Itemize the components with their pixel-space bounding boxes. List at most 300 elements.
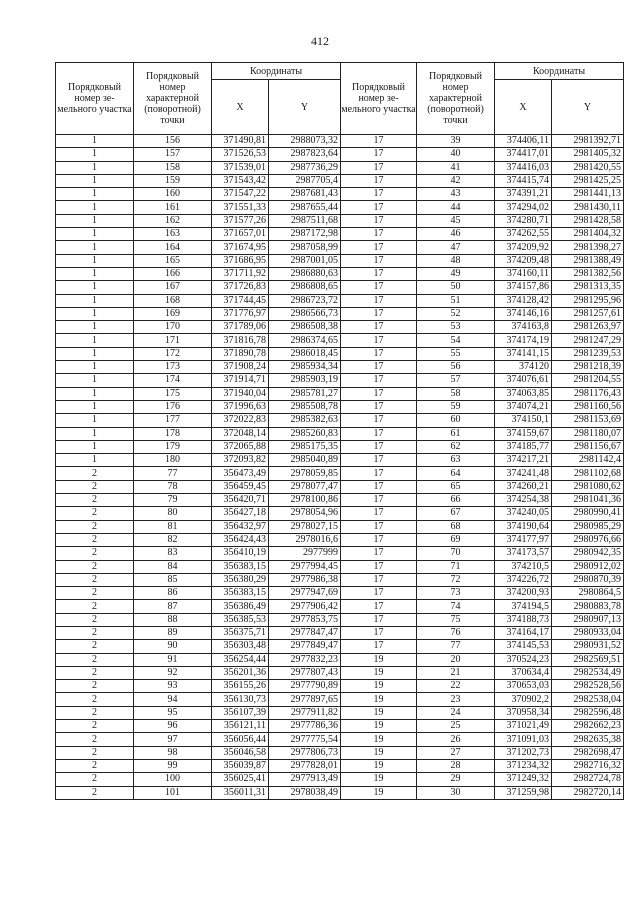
table-cell: 2977999 — [269, 547, 341, 560]
table-cell: 374120 — [495, 361, 552, 374]
table-cell: 371940,04 — [212, 387, 269, 400]
table-row — [56, 241, 624, 254]
table-cell: 95 — [134, 706, 212, 719]
table-cell: 2977786,36 — [269, 720, 341, 733]
table-cell: 1 — [56, 228, 134, 241]
table-cell: 17 — [341, 148, 417, 161]
table-cell: 2 — [56, 520, 134, 533]
table-cell: 2978077,47 — [269, 480, 341, 493]
table-cell: 374217,21 — [495, 454, 552, 467]
table-cell: 2986018,45 — [269, 347, 341, 360]
table-cell: 90 — [134, 640, 212, 653]
table-cell: 2 — [56, 720, 134, 733]
table-cell: 2 — [56, 613, 134, 626]
table-cell: 23 — [417, 693, 495, 706]
table-cell: 374209,92 — [495, 241, 552, 254]
table-row — [56, 693, 624, 706]
table-cell: 1 — [56, 347, 134, 360]
table-cell: 356383,15 — [212, 587, 269, 600]
table-cell: 2981102,68 — [552, 467, 624, 480]
table-cell: 17 — [341, 374, 417, 387]
table-cell: 356473,49 — [212, 467, 269, 480]
table-row — [56, 374, 624, 387]
table-cell: 86 — [134, 587, 212, 600]
table-row — [56, 400, 624, 413]
table-cell: 176 — [134, 400, 212, 413]
table-cell: 356039,87 — [212, 759, 269, 772]
table-cell: 356155,26 — [212, 680, 269, 693]
table-cell: 66 — [417, 494, 495, 507]
table-cell: 158 — [134, 161, 212, 174]
table-cell: 2981204,55 — [552, 374, 624, 387]
table-row — [56, 467, 624, 480]
table-cell: 17 — [341, 600, 417, 613]
table-cell: 2981441,13 — [552, 188, 624, 201]
table-cell: 2982534,49 — [552, 666, 624, 679]
page-number: 412 — [311, 34, 329, 48]
table-cell: 2 — [56, 733, 134, 746]
table-cell: 2977847,47 — [269, 626, 341, 639]
table-cell: 25 — [417, 720, 495, 733]
table-cell: 2982528,56 — [552, 680, 624, 693]
table-cell: 2981404,32 — [552, 228, 624, 241]
table-cell: 374146,16 — [495, 307, 552, 320]
table-cell: 356459,45 — [212, 480, 269, 493]
table-cell: 374128,42 — [495, 294, 552, 307]
table-cell: 17 — [341, 188, 417, 201]
table-cell: 2985903,19 — [269, 374, 341, 387]
table-cell: 17 — [341, 347, 417, 360]
table-cell: 1 — [56, 387, 134, 400]
table-cell: 100 — [134, 773, 212, 786]
table-cell: 2985040,89 — [269, 454, 341, 467]
table-row — [56, 135, 624, 148]
table-cell: 2 — [56, 467, 134, 480]
table-cell: 19 — [341, 733, 417, 746]
table-cell: 356121,11 — [212, 720, 269, 733]
table-cell: 64 — [417, 467, 495, 480]
table-cell: 372022,83 — [212, 414, 269, 427]
table-cell: 371202,73 — [495, 746, 552, 759]
table-row — [56, 759, 624, 772]
table-cell: 374188,73 — [495, 613, 552, 626]
table-cell: 178 — [134, 427, 212, 440]
col-y: Y — [269, 80, 341, 135]
table-cell: 2986566,73 — [269, 307, 341, 320]
table-cell: 374159,67 — [495, 427, 552, 440]
table-cell: 371996,63 — [212, 400, 269, 413]
table-cell: 2981041,36 — [552, 494, 624, 507]
table-cell: 374173,57 — [495, 547, 552, 560]
table-cell: 2981218,39 — [552, 361, 624, 374]
table-cell: 2978027,15 — [269, 520, 341, 533]
table-row — [56, 587, 624, 600]
table-cell: 371686,95 — [212, 254, 269, 267]
table-row — [56, 786, 624, 799]
table-body — [56, 135, 624, 800]
table-cell: 19 — [341, 706, 417, 719]
table-cell: 98 — [134, 746, 212, 759]
table-row — [56, 560, 624, 573]
table-cell: 2982716,32 — [552, 759, 624, 772]
table-cell: 2987511,68 — [269, 214, 341, 227]
table-cell: 372065,88 — [212, 440, 269, 453]
table-cell: 2977994,45 — [269, 560, 341, 573]
table-cell: 371577,26 — [212, 214, 269, 227]
table-cell: 2980931,52 — [552, 640, 624, 653]
table-cell: 2985175,35 — [269, 440, 341, 453]
table-cell: 54 — [417, 334, 495, 347]
table-cell: 374406,11 — [495, 135, 552, 148]
table-cell: 2987823,64 — [269, 148, 341, 161]
table-cell: 374417,01 — [495, 148, 552, 161]
table-cell: 2 — [56, 626, 134, 639]
table-cell: 82 — [134, 533, 212, 546]
table-cell: 2980907,13 — [552, 613, 624, 626]
table-cell: 1 — [56, 241, 134, 254]
table-cell: 39 — [417, 135, 495, 148]
table-cell: 19 — [341, 693, 417, 706]
table-cell: 370634,4 — [495, 666, 552, 679]
table-row — [56, 440, 624, 453]
table-cell: 2981142,4 — [552, 454, 624, 467]
table-cell: 2977806,73 — [269, 746, 341, 759]
table-cell: 2986723,72 — [269, 294, 341, 307]
table-cell: 356303,48 — [212, 640, 269, 653]
table-cell: 2981239,53 — [552, 347, 624, 360]
table-cell: 1 — [56, 440, 134, 453]
table-cell: 166 — [134, 267, 212, 280]
table-cell: 83 — [134, 547, 212, 560]
table-cell: 2981313,35 — [552, 281, 624, 294]
table-cell: 2981420,55 — [552, 161, 624, 174]
table-cell: 1 — [56, 281, 134, 294]
table-cell: 17 — [341, 321, 417, 334]
table-cell: 19 — [341, 666, 417, 679]
table-cell: 2 — [56, 600, 134, 613]
table-cell: 371234,32 — [495, 759, 552, 772]
table-cell: 2980883,78 — [552, 600, 624, 613]
table-cell: 17 — [341, 135, 417, 148]
table-row — [56, 533, 624, 546]
table-cell: 17 — [341, 626, 417, 639]
table-cell: 2982724,78 — [552, 773, 624, 786]
table-cell: 2987681,43 — [269, 188, 341, 201]
table-cell: 19 — [341, 773, 417, 786]
table-cell: 76 — [417, 626, 495, 639]
table-cell: 17 — [341, 587, 417, 600]
table-cell: 2978054,96 — [269, 507, 341, 520]
table-cell: 41 — [417, 161, 495, 174]
table-cell: 19 — [341, 680, 417, 693]
table-row — [56, 148, 624, 161]
table-cell: 374160,11 — [495, 267, 552, 280]
table-cell: 99 — [134, 759, 212, 772]
table-row — [56, 188, 624, 201]
table-row — [56, 666, 624, 679]
table-cell: 19 — [341, 653, 417, 666]
table-cell: 2981160,56 — [552, 400, 624, 413]
table-cell: 374074,21 — [495, 400, 552, 413]
table-cell: 2981428,58 — [552, 214, 624, 227]
table-cell: 17 — [341, 161, 417, 174]
table-cell: 356201,36 — [212, 666, 269, 679]
table-cell: 174 — [134, 374, 212, 387]
table-cell: 17 — [341, 267, 417, 280]
col-coordinates: Координаты — [212, 63, 341, 80]
table-cell: 2981398,27 — [552, 241, 624, 254]
table-cell: 175 — [134, 387, 212, 400]
table-cell: 374210,5 — [495, 560, 552, 573]
table-cell: 167 — [134, 281, 212, 294]
table-row — [56, 640, 624, 653]
table-cell: 2980990,41 — [552, 507, 624, 520]
table-cell: 97 — [134, 733, 212, 746]
table-cell: 47 — [417, 241, 495, 254]
table-cell: 374294,02 — [495, 201, 552, 214]
table-cell: 2977906,42 — [269, 600, 341, 613]
table-row — [56, 653, 624, 666]
table-cell: 2977807,43 — [269, 666, 341, 679]
table-cell: 372093,82 — [212, 454, 269, 467]
table-cell: 17 — [341, 494, 417, 507]
table-row — [56, 228, 624, 241]
table-cell: 17 — [341, 414, 417, 427]
table-cell: 180 — [134, 454, 212, 467]
table-cell: 75 — [417, 613, 495, 626]
table-cell: 2985260,83 — [269, 427, 341, 440]
table-cell: 2977986,38 — [269, 573, 341, 586]
table-cell: 370902,2 — [495, 693, 552, 706]
table-cell: 85 — [134, 573, 212, 586]
table-cell: 1 — [56, 148, 134, 161]
table-cell: 42 — [417, 174, 495, 187]
table-cell: 371543,42 — [212, 174, 269, 187]
table-cell: 17 — [341, 533, 417, 546]
table-cell: 45 — [417, 214, 495, 227]
table-cell: 60 — [417, 414, 495, 427]
table-cell: 160 — [134, 188, 212, 201]
table-cell: 17 — [341, 334, 417, 347]
table-cell: 374063,85 — [495, 387, 552, 400]
table-cell: 2 — [56, 706, 134, 719]
table-cell: 356056,44 — [212, 733, 269, 746]
table-cell: 2981180,07 — [552, 427, 624, 440]
table-row — [56, 626, 624, 639]
table-cell: 2987705,4 — [269, 174, 341, 187]
table-cell: 2978100,86 — [269, 494, 341, 507]
table-cell: 2977911,82 — [269, 706, 341, 719]
table-cell: 73 — [417, 587, 495, 600]
table-cell: 1 — [56, 307, 134, 320]
table-row — [56, 321, 624, 334]
table-cell: 57 — [417, 374, 495, 387]
table-row — [56, 347, 624, 360]
table-row — [56, 746, 624, 759]
table-cell: 2981382,56 — [552, 267, 624, 280]
table-cell: 2981247,29 — [552, 334, 624, 347]
table-cell: 52 — [417, 307, 495, 320]
table-cell: 374280,71 — [495, 214, 552, 227]
table-row — [56, 480, 624, 493]
table-row — [56, 281, 624, 294]
table-cell: 374150,1 — [495, 414, 552, 427]
table-cell: 28 — [417, 759, 495, 772]
table-cell: 2988073,32 — [269, 135, 341, 148]
table-cell: 356107,39 — [212, 706, 269, 719]
table-cell: 17 — [341, 520, 417, 533]
table-cell: 77 — [417, 640, 495, 653]
table-cell: 88 — [134, 613, 212, 626]
table-cell: 374164,17 — [495, 626, 552, 639]
table-cell: 371259,98 — [495, 786, 552, 799]
table-cell: 92 — [134, 666, 212, 679]
table-cell: 30 — [417, 786, 495, 799]
table-cell: 2977790,89 — [269, 680, 341, 693]
table-cell: 2981430,11 — [552, 201, 624, 214]
table-cell: 51 — [417, 294, 495, 307]
table-cell: 1 — [56, 161, 134, 174]
table-cell: 374145,53 — [495, 640, 552, 653]
table-cell: 371726,83 — [212, 281, 269, 294]
table-cell: 2982635,38 — [552, 733, 624, 746]
table-cell: 163 — [134, 228, 212, 241]
table-row — [56, 334, 624, 347]
table-cell: 17 — [341, 454, 417, 467]
table-cell: 59 — [417, 400, 495, 413]
table-row — [56, 720, 624, 733]
table-cell: 2982720,14 — [552, 786, 624, 799]
coordinates-table — [55, 62, 624, 800]
table-cell: 374141,15 — [495, 347, 552, 360]
table-cell: 371890,78 — [212, 347, 269, 360]
table-cell: 356410,19 — [212, 547, 269, 560]
table-cell: 79 — [134, 494, 212, 507]
table-cell: 24 — [417, 706, 495, 719]
table-cell: 67 — [417, 507, 495, 520]
table-cell: 2 — [56, 560, 134, 573]
table-cell: 1 — [56, 214, 134, 227]
table-cell: 374174,19 — [495, 334, 552, 347]
table-cell: 374415,74 — [495, 174, 552, 187]
table-cell: 27 — [417, 746, 495, 759]
table-cell: 2982569,51 — [552, 653, 624, 666]
table-cell: 356424,43 — [212, 533, 269, 546]
table-cell: 1 — [56, 321, 134, 334]
table-row — [56, 201, 624, 214]
table-cell: 1 — [56, 414, 134, 427]
table-cell: 49 — [417, 267, 495, 280]
table-header — [56, 63, 624, 135]
table-cell: 43 — [417, 188, 495, 201]
table-cell: 1 — [56, 267, 134, 280]
table-cell: 101 — [134, 786, 212, 799]
table-cell: 374190,64 — [495, 520, 552, 533]
table-cell: 2986374,65 — [269, 334, 341, 347]
table-row — [56, 174, 624, 187]
table-cell: 371674,95 — [212, 241, 269, 254]
table-cell: 356427,18 — [212, 507, 269, 520]
table-row — [56, 520, 624, 533]
table-cell: 80 — [134, 507, 212, 520]
table-cell: 2977828,01 — [269, 759, 341, 772]
col-parcel-number-2: Порядковый номер зе-мельного участка — [341, 63, 417, 135]
table-cell: 371490,81 — [212, 135, 269, 148]
table-cell: 2 — [56, 573, 134, 586]
table-cell: 29 — [417, 773, 495, 786]
table-cell: 1 — [56, 174, 134, 187]
table-cell: 371744,45 — [212, 294, 269, 307]
table-cell: 2 — [56, 640, 134, 653]
table-cell: 17 — [341, 361, 417, 374]
table-cell: 55 — [417, 347, 495, 360]
table-cell: 169 — [134, 307, 212, 320]
table-cell: 374254,38 — [495, 494, 552, 507]
table-cell: 2 — [56, 666, 134, 679]
table-cell: 374163,8 — [495, 321, 552, 334]
table-row — [56, 267, 624, 280]
table-cell: 2 — [56, 746, 134, 759]
table-cell: 48 — [417, 254, 495, 267]
table-cell: 356375,71 — [212, 626, 269, 639]
table-cell: 69 — [417, 533, 495, 546]
table-cell: 371789,06 — [212, 321, 269, 334]
table-cell: 2981405,32 — [552, 148, 624, 161]
table-cell: 2987172,98 — [269, 228, 341, 241]
table-cell: 17 — [341, 294, 417, 307]
table-cell: 2977897,65 — [269, 693, 341, 706]
table-cell: 164 — [134, 241, 212, 254]
table-cell: 162 — [134, 214, 212, 227]
table-cell: 371551,33 — [212, 201, 269, 214]
table-cell: 374416,03 — [495, 161, 552, 174]
table-cell: 371816,78 — [212, 334, 269, 347]
table-cell: 2982662,23 — [552, 720, 624, 733]
table-cell: 63 — [417, 454, 495, 467]
table-cell: 19 — [341, 786, 417, 799]
table-cell: 177 — [134, 414, 212, 427]
table-cell: 374194,5 — [495, 600, 552, 613]
table-cell: 1 — [56, 334, 134, 347]
table-cell: 356420,71 — [212, 494, 269, 507]
table-row — [56, 161, 624, 174]
table-cell: 72 — [417, 573, 495, 586]
table-cell: 91 — [134, 653, 212, 666]
table-cell: 165 — [134, 254, 212, 267]
table-cell: 356011,31 — [212, 786, 269, 799]
table-cell: 17 — [341, 387, 417, 400]
table-cell: 374157,86 — [495, 281, 552, 294]
table-cell: 68 — [417, 520, 495, 533]
table-cell: 17 — [341, 467, 417, 480]
table-cell: 93 — [134, 680, 212, 693]
table-cell: 2980933,04 — [552, 626, 624, 639]
table-cell: 2980870,39 — [552, 573, 624, 586]
table-cell: 371914,71 — [212, 374, 269, 387]
table-cell: 21 — [417, 666, 495, 679]
table-cell: 46 — [417, 228, 495, 241]
table-cell: 17 — [341, 480, 417, 493]
table-cell: 2987001,05 — [269, 254, 341, 267]
table-cell: 2 — [56, 587, 134, 600]
table-cell: 26 — [417, 733, 495, 746]
col-point-number-2: Порядковый номер характерной (поворотной) точки — [417, 63, 495, 135]
table-cell: 58 — [417, 387, 495, 400]
table-cell: 371657,01 — [212, 228, 269, 241]
table-cell: 17 — [341, 214, 417, 227]
table-cell: 17 — [341, 228, 417, 241]
table-cell: 19 — [341, 720, 417, 733]
